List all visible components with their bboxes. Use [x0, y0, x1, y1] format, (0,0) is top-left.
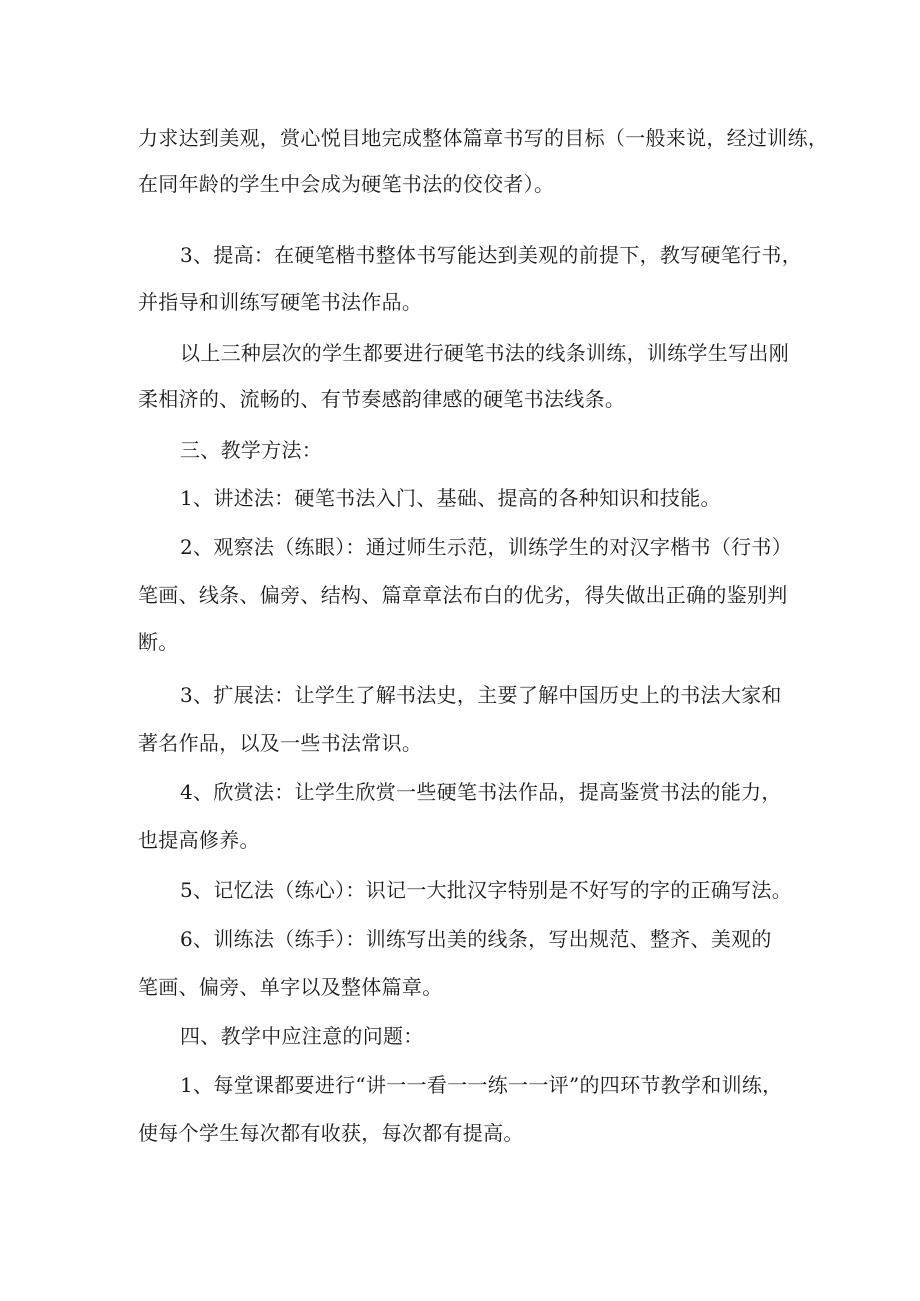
text-line: 笔画、偏旁、单字以及整体篇章。 [138, 975, 443, 999]
text-line: 笔画、线条、偏旁、结构、篇章章法布白的优劣，得失做出正确的鉴别判 [138, 583, 788, 607]
text-line: 3、扩展法：让学生了解书法史，主要了解中国历史上的书法大家和 [180, 683, 782, 707]
text-line: 在同年龄的学生中会成为硬笔书法的佼佼者）。 [138, 172, 555, 196]
text-line: 并指导和训练写硬笔书法作品。 [138, 290, 423, 314]
section-heading: 四、教学中应注意的问题： [180, 1024, 424, 1048]
section-heading: 三、教学方法： [180, 438, 323, 462]
text-line: 6、训练法（练手）：训练写出美的线条，写出规范、整齐、美观的 [180, 927, 772, 951]
text-line: 2、观察法（练眼）：通过师生示范，训练学生的对汉字楷书（行书） [180, 535, 793, 559]
text-line: 4、欣赏法：让学生欣赏一些硬笔书法作品，提高鉴赏书法的能力， [180, 780, 782, 804]
text-line: 以上三种层次的学生都要进行硬笔书法的线条训练，训练学生写出刚 [180, 341, 789, 365]
text-line: 断。 [138, 630, 179, 654]
text-line: 5、记忆法（练心）：识记一大批汉字特别是不好写的字的正确写法。 [180, 878, 793, 902]
text-line: 力求达到美观，赏心悦目地完成整体篇章书写的目标（一般来说，经过训练， [138, 126, 829, 150]
text-line: 也提高修养。 [138, 828, 260, 852]
text-line: 使每个学生每次都有收获，每次都有提高。 [138, 1121, 524, 1145]
text-line: 柔相济的、流畅的、有节奏感韵律感的硬笔书法线条。 [138, 387, 626, 411]
text-line: 1、讲述法：硬笔书法入门、基础、提高的各种知识和技能。 [180, 486, 721, 510]
text-line: 1、每堂课都要进行“讲一一看一一练一一评”的四环节教学和训练， [180, 1073, 783, 1097]
text-line: 著名作品，以及一些书法常识。 [138, 731, 423, 755]
text-line: 3、提高：在硬笔楷书整体书写能达到美观的前提下，教写硬笔行书， [180, 243, 803, 267]
